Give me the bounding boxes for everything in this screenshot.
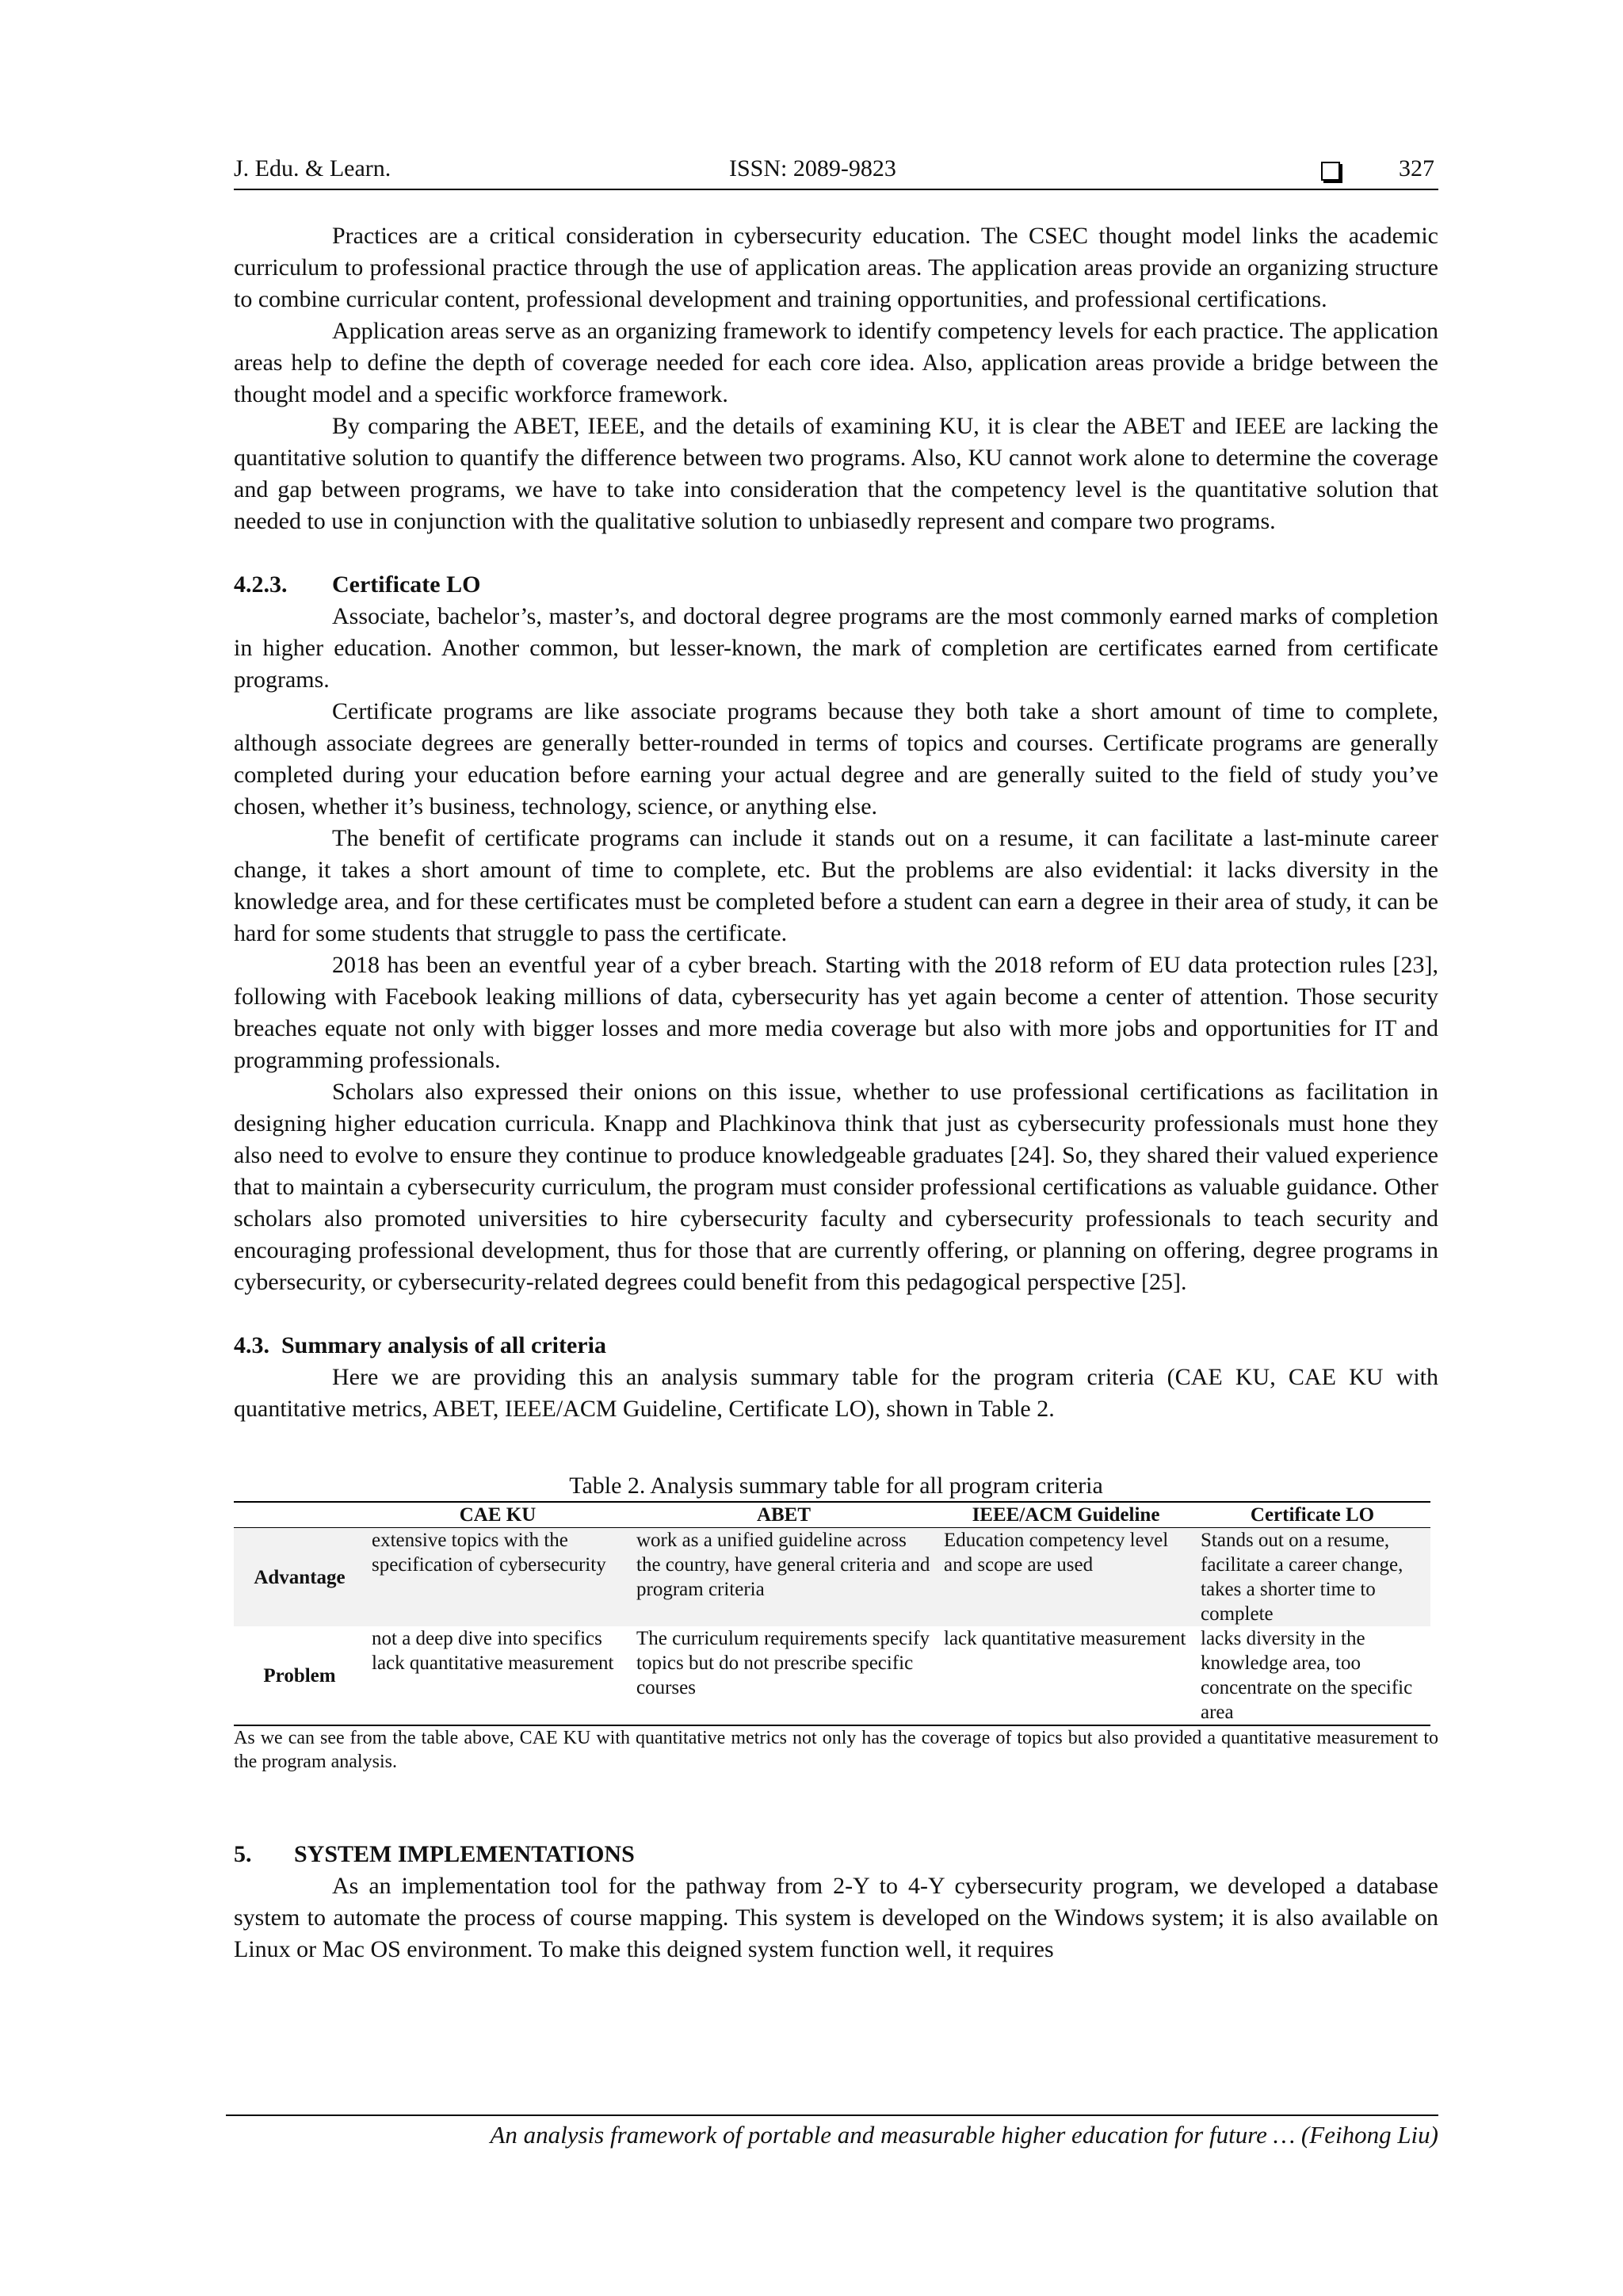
table-2 <box>234 1473 1438 1774</box>
section-number: 4.2.3. <box>234 571 288 598</box>
section-number: 4.3. <box>234 1332 269 1358</box>
paragraph: Here we are providing this an analysis summary table for the program criteria (CAE KU, CAE KU with quantitative metrics, ABET, IEEE/ACM Guideline, Certificate LO), shown in Table 2. <box>234 1364 1438 1422</box>
table-cell: Education competency level and scope are used <box>938 1528 1194 1627</box>
table-note: As we can see from the table above, CAE KU with quantitative metrics not only has the coverage of topics but also provided a quantitative measurement to the program analysis. <box>234 1728 1438 1772</box>
table-cell: work as a unified guideline across the country, have general criteria and program criteria <box>630 1528 938 1627</box>
table-cell: Stands out on a resume, facilitate a career change, takes a shorter time to complete <box>1194 1528 1430 1627</box>
issn: ISSN: 2089-9823 <box>729 155 896 181</box>
table-cell: extensive topics with the specification of cybersecurity <box>365 1528 630 1627</box>
section-number: 5. <box>234 1841 252 1867</box>
paragraph: 2018 has been an eventful year of a cyber breach. Starting with the 2018 reform of EU data protection rules [23], following with Facebook leaking millions of data, cybersecurity has yet again become a center of attention. Those security breaches equate not only with bigger losses and more media coverage but also with more jobs and opportunities for IT and programming professionals. <box>234 952 1438 1073</box>
table-cell: lacks diversity in the knowledge area, too concentrate on the specific area <box>1194 1626 1430 1725</box>
column-header: IEEE/ACM Guideline <box>938 1502 1194 1528</box>
column-header: Certificate LO <box>1194 1502 1430 1528</box>
table-header-row <box>234 1502 1430 1528</box>
table-caption: Table 2. Analysis summary table for all program criteria <box>569 1473 1103 1499</box>
paragraph: By comparing the ABET, IEEE, and the details of examining KU, it is clear the ABET and IEEE are lacking the quantitative solution to quantify the difference between two programs. Also, KU cannot work alone to determine the coverage and gap between programs, we have to take into consideration that the competency level is the quantitative solution that needed to use in conjunction with the qualitative solution to unbiasedly represent and compare two programs. <box>234 413 1438 534</box>
table-cell: not a deep dive into specifics lack quantitative measurement <box>365 1626 630 1725</box>
summary-table <box>234 1501 1430 1726</box>
page-header <box>234 155 1438 190</box>
paragraph: Certificate programs are like associate programs because they both take a short amount of time to complete, although associate degrees are generally better-rounded in terms of topics and courses. Certificate programs are generally completed during your education before earning your actual degree and are generally suited to the field of study you’ve chosen, whether it’s business, technology, science, or anything else. <box>234 698 1438 819</box>
table-cell: The curriculum requirements specify topics but do not prescribe specific courses <box>630 1626 938 1725</box>
paragraph: Practices are a critical consideration in cybersecurity education. The CSEC thought model links the academic curriculum to professional practice through the use of application areas. The application areas provide an organizing structure to combine curricular content, professional development and training opportunities, and professional certifications. <box>234 223 1438 312</box>
square-bullet-icon <box>1321 162 1340 181</box>
table-row <box>234 1528 1430 1627</box>
paragraph: The benefit of certificate programs can include it stands out on a resume, it can facilitate a last-minute career change, it takes a short amount of time to complete, etc. But the problems are also evidential: it lacks diversity in the knowledge area, and for these certificates must be completed before a student can earn a degree in their area of study, it can be hard for some students that struggle to pass the certificate. <box>234 825 1438 946</box>
paragraph: As an implementation tool for the pathway from 2-Y to 4-Y cybersecurity program, we developed a database system to automate the process of course mapping. This system is developed on the Windows system; it is also available on Linux or Mac OS environment. To make this deigned system function well, it requires <box>234 1873 1438 1962</box>
section-title: Summary analysis of all criteria <box>281 1332 606 1358</box>
column-header: ABET <box>630 1502 938 1528</box>
row-header: Problem <box>234 1626 365 1725</box>
table-row <box>234 1626 1430 1725</box>
section-heading-4-2-3 <box>234 569 1438 601</box>
column-header <box>234 1502 365 1528</box>
article-body <box>234 220 1438 1966</box>
column-header: CAE KU <box>365 1502 630 1528</box>
paragraph: Application areas serve as an organizing framework to identify competency levels for each practice. The application areas help to define the depth of coverage needed for each core idea. Also, application areas provide a bridge between the thought model and a specific workforce framework. <box>234 318 1438 407</box>
running-footer-title: An analysis framework of portable and measurable higher education for future … (Feihong Liu) <box>490 2121 1438 2149</box>
section-title: SYSTEM IMPLEMENTATIONS <box>294 1841 635 1867</box>
table-cell: lack quantitative measurement <box>938 1626 1194 1725</box>
journal-name: J. Edu. & Learn. <box>234 155 391 181</box>
page-number: 327 <box>1399 155 1434 181</box>
page-footer <box>226 2115 1438 2151</box>
section-title: Certificate LO <box>332 571 481 598</box>
paragraph: Scholars also expressed their onions on this issue, whether to use professional certifications as facilitation in designing higher education curricula. Knapp and Plachkinova think that just as cybersecurity professionals must hone they also need to evolve to ensure they continue to produce knowledgeable graduates [24]. So, they shared their valued experience that to maintain a cybersecurity curriculum, the program must consider professional certifications as valuable guidance. Other scholars also promoted universities to hire cybersecurity faculty and cybersecurity professionals to teach security and encouraging professional development, thus for those that are currently offering, or planning on offering, degree programs in cybersecurity, or cybersecurity-related degrees could benefit from this pedagogical perspective [25]. <box>234 1079 1438 1295</box>
paragraph: Associate, bachelor’s, master’s, and doctoral degree programs are the most commonly earned marks of completion in higher education. Another common, but lesser-known, the mark of completion are certificates earned from certificate programs. <box>234 603 1438 693</box>
section-heading-5 <box>234 1839 1438 1870</box>
row-header: Advantage <box>234 1528 365 1627</box>
section-heading-4-3 <box>234 1330 1438 1362</box>
